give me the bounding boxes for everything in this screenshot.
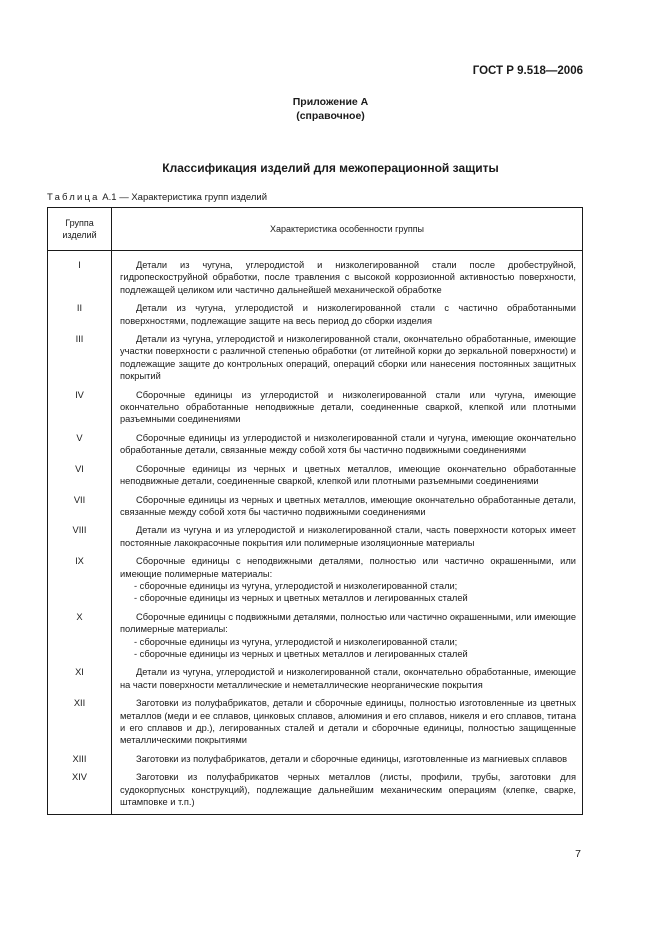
header-characteristic: Характеристика особенности группы (112, 208, 583, 251)
group-number: IX (48, 555, 112, 611)
table-row (48, 666, 583, 697)
page-number: 7 (575, 848, 581, 860)
list-item: - сборочные единицы из чугуна, углеродистой и низколегированной стали; (134, 636, 458, 647)
list-item: - сборочные единицы из чугуна, углеродистой и низколегированной стали; (134, 580, 458, 591)
group-characteristic (112, 333, 583, 389)
characteristic-text: Детали из чугуна, углеродистой и низколегированной стали после дробеструйной, гидропескоструйной обработки, после травления с высокой коррозионной активностью поверхности, подлежащей целиком или частично дальнейшей механической обработке (120, 260, 576, 295)
characteristic-text: Детали из чугуна, углеродистой и низколегированной стали, окончательно обработанные, имеющие участки поверхности с различной степенью обработки (от литейной корки до зеркальной поверхности) и подлежащие защите до контрольных операций, операций сборки или нанесения постоянных защитных покрытий (120, 334, 576, 382)
group-characteristic (112, 611, 583, 667)
table-row (48, 432, 583, 463)
list-item: - сборочные единицы из черных и цветных металлов и легированных сталей (134, 593, 468, 604)
characteristic-text: Заготовки из полуфабрикатов, детали и сборочные единицы, изготовленные из магниевых сплавов (136, 753, 568, 764)
appendix-subtitle: (справочное) (296, 110, 365, 122)
table-row (48, 251, 583, 303)
table-row (48, 771, 583, 815)
group-number: V (48, 432, 112, 463)
characteristic-text: Сборочные единицы из черных и цветных металлов, имеющие окончательно обработанные неподвижные детали, соединенные сваркой, клепкой или плотными разъемными соединениями (120, 463, 576, 487)
section-title: Классификация изделий для межоперационной защиты (162, 161, 499, 175)
group-characteristic (112, 697, 583, 753)
group-number: III (48, 333, 112, 389)
table-row (48, 302, 583, 333)
group-characteristic (112, 666, 583, 697)
group-characteristic (112, 753, 583, 771)
characteristic-text: Сборочные единицы с подвижными деталями, полностью или частично окрашенными, или имеющие полимерные материалы: (120, 611, 576, 635)
table-row (48, 463, 583, 494)
characteristic-text: Заготовки из полуфабрикатов, детали и сборочные единицы, полностью изготовленные из цветных металлов (меди и ее сплавов, цинковых сплавов, алюминия и его сплавов, никеля и его сплавов, титана и его сплавов и др.), легированных сталей и детали и сборочные единицы, полностью защищенные металлическими покрытиями (120, 698, 576, 746)
table-row (48, 389, 583, 432)
group-characteristic (112, 302, 583, 333)
group-characteristic (112, 251, 583, 303)
table-row (48, 494, 583, 525)
characteristic-text: Детали из чугуна и из углеродистой и низколегированной стали, часть поверхности которых имеет постоянные лакокрасочные покрытия или полимерные изоляционные материалы (120, 525, 576, 548)
characteristic-text: Сборочные единицы с неподвижными деталями, полностью или частично окрашенными, или имеющие полимерные материалы: (120, 556, 576, 579)
table-row (48, 611, 583, 667)
table-row (48, 697, 583, 753)
group-number: I (48, 251, 112, 303)
group-characteristic (112, 432, 583, 463)
table-row (48, 524, 583, 555)
group-characteristic (112, 494, 583, 525)
group-characteristic (112, 771, 583, 815)
group-number: VI (48, 463, 112, 494)
table-caption-text: А.1 — Характеристика групп изделий (99, 192, 268, 203)
table-body (48, 251, 583, 815)
standard-code: ГОСТ Р 9.518—2006 (472, 65, 583, 77)
group-number: II (48, 302, 112, 333)
list-item: - сборочные единицы из черных и цветных металлов и легированных сталей (134, 648, 468, 659)
group-number: X (48, 611, 112, 667)
group-number: VIII (48, 524, 112, 555)
characteristic-text: Детали из чугуна, углеродистой и низколегированной стали, окончательно обработанные, имеющие на части поверхности металлические и неметаллические неорганические покрытия (120, 667, 576, 690)
group-number: XI (48, 666, 112, 697)
table-row (48, 555, 583, 611)
table-caption (47, 192, 267, 203)
group-number: XIV (48, 771, 112, 815)
characteristic-text: Сборочные единицы из углеродистой и низколегированной стали и чугуна, имеющие окончательно обработанные детали, связанные между собой хотя бы частично подвижными соединениями (120, 432, 576, 456)
group-number: IV (48, 389, 112, 432)
table-caption-prefix: Таблица (47, 192, 100, 203)
appendix-heading (0, 95, 661, 123)
table-row (48, 753, 583, 771)
group-characteristic (112, 524, 583, 555)
header-group: Группа изделий (48, 208, 112, 251)
group-characteristic (112, 463, 583, 494)
characteristic-text: Сборочные единицы из углеродистой и низколегированной стали или чугуна, имеющие окончательно обработанные неподвижные детали, соединенные сваркой, клепкой или плотными разъемными соединениями (120, 389, 576, 425)
appendix-title: Приложение А (292, 96, 369, 108)
table-row (48, 333, 583, 389)
group-number: XIII (48, 753, 112, 771)
group-characteristic (112, 555, 583, 611)
group-number: XII (48, 697, 112, 753)
characteristic-text: Заготовки из полуфабрикатов черных металлов (листы, профили, трубы, заготовки для судокорпусных конструкций), подлежащие дальнейшим механическим операциям (клепке, сварке, штамповке и т.п.) (120, 772, 576, 808)
group-characteristics-table (47, 207, 583, 815)
table-header-row (48, 208, 583, 251)
group-number: VII (48, 494, 112, 525)
characteristic-text: Сборочные единицы из черных и цветных металлов, имеющие окончательно обработанные детали, связанные между собой хотя бы частично подвижными соединениями (120, 494, 576, 517)
characteristic-text: Детали из чугуна, углеродистой и низколегированной стали с частично обработанными поверхностями, подлежащие защите на весь период до сборки изделия (120, 303, 576, 326)
group-characteristic (112, 389, 583, 432)
